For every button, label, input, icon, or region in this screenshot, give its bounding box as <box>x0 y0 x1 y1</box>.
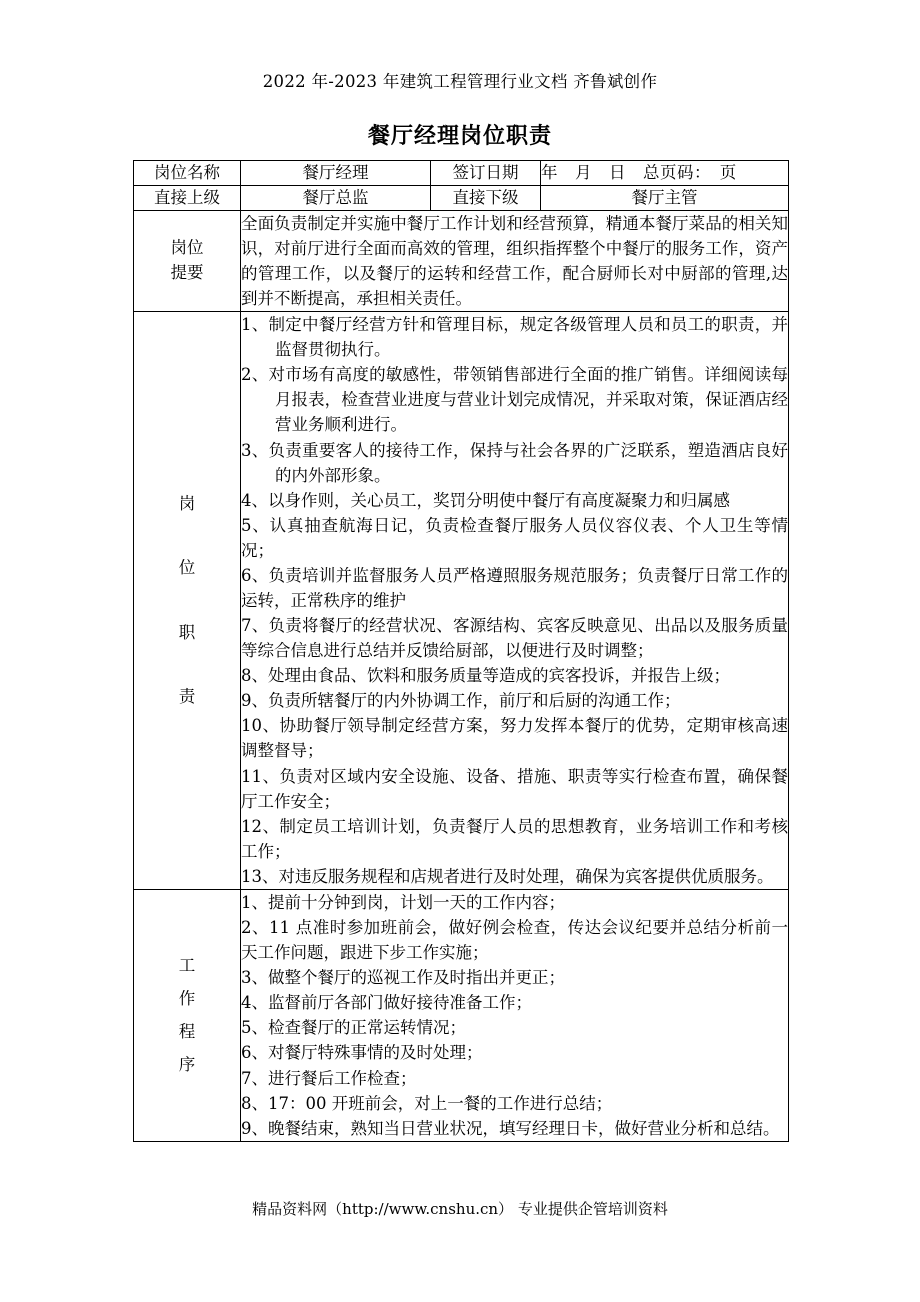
job-duty-item: 3、负责重要客人的接待工作，保持与社会各界的广泛联系，塑造酒店良好的内外部形象。 <box>241 440 788 485</box>
job-duties-label <box>134 312 241 890</box>
work-procedure-item: 8、17：00 开班前会，对上一餐的工作进行总结； <box>241 1093 613 1113</box>
job-summary-paragraph: 全面负责制定并实施中餐厅工作计划和经营预算，精通本餐厅菜品的相关知识，对前厅进行全面而高效的管理，组织指挥整个中餐厅的服务工作，资产的管理工作，以及餐厅的运转和经营工作，配合厨师长对中厨部的管理,达到并不断提高，承担相关责任。 <box>241 213 788 309</box>
work-procedure-item: 7、进行餐后工作检查； <box>241 1068 417 1088</box>
work-procedure-item: 2、11 点准时参加班前会，做好例会检查，传达会议纪要并总结分析前一天工作问题，跟进下步工作实施； <box>241 918 788 963</box>
work-procedure-label-char: 程 <box>178 1022 196 1042</box>
job-summary-label-line1: 岗位 <box>170 238 204 258</box>
table-row <box>134 185 789 210</box>
direct-subordinate-label: 直接下级 <box>431 185 541 210</box>
position-name-label: 岗位名称 <box>134 161 241 186</box>
job-duties-label-char: 岗 <box>178 493 196 513</box>
sign-date-value: 年 月 日 总页码： 页 <box>541 161 789 186</box>
page-title: 餐厅经理岗位职责 <box>367 124 552 149</box>
job-duties-label-char: 责 <box>178 686 196 706</box>
job-duty-item: 9、负责所辖餐厅的内外协调工作，前厅和后厨的沟通工作； <box>241 691 681 711</box>
direct-superior-label: 直接上级 <box>134 185 241 210</box>
job-duties-list <box>241 312 789 890</box>
work-procedure-list <box>241 889 789 1141</box>
job-duties-label-char: 职 <box>178 622 196 642</box>
position-name-value: 餐厅经理 <box>241 161 431 186</box>
job-duties-label-char: 位 <box>178 558 196 578</box>
work-procedure-item: 4、监督前厅各部门做好接待准备工作； <box>241 993 532 1013</box>
page-footer-text: 精品资料网（http://www.cnshu.cn） 专业提供企管培训资料 <box>252 1200 668 1218</box>
table-row <box>134 210 789 311</box>
sign-date-label: 签订日期 <box>431 161 541 186</box>
work-procedure-item: 3、做整个餐厅的巡视工作及时指出并更正； <box>241 968 565 988</box>
job-duty-item: 5、认真抽查航海日记，负责检查餐厅服务人员仪容仪表、个人卫生等情况； <box>241 515 788 560</box>
table-row <box>134 312 789 890</box>
work-procedure-label-char: 作 <box>178 989 196 1009</box>
work-procedure-item: 1、提前十分钟到岗，计划一天的工作内容； <box>241 892 565 912</box>
work-procedure-item: 9、晚餐结束，熟知当日营业状况，填写经理日卡，做好营业分析和总结。 <box>241 1118 780 1138</box>
job-duty-item: 7、负责将餐厅的经营状况、客源结构、宾客反映意见、出品以及服务质量等综合信息进行总结并反馈给厨部，以便进行及时调整； <box>241 616 788 661</box>
job-duty-item: 8、处理由食品、饮料和服务质量等造成的宾客投诉，并报告上级； <box>241 666 730 686</box>
direct-subordinate-value: 餐厅主管 <box>541 185 789 210</box>
job-duty-item: 11、负责对区域内安全设施、设备、措施、职责等实行检查布置，确保餐厅工作安全； <box>241 766 788 811</box>
job-description-table <box>133 160 789 1142</box>
job-duty-item: 10、协助餐厅领导制定经营方案，努力发挥本餐厅的优势，定期审核高速调整督导； <box>241 716 788 761</box>
job-duty-item: 13、对违反服务规程和店规者进行及时处理，确保为宾客提供优质服务。 <box>241 866 774 886</box>
direct-superior-value: 餐厅总监 <box>241 185 431 210</box>
job-summary-text <box>241 210 789 311</box>
job-duty-item: 4、以身作则，关心员工，奖罚分明使中餐厅有高度凝聚力和归属感 <box>241 490 730 510</box>
job-duty-item: 6、负责培训并监督服务人员严格遵照服务规范服务；负责餐厅日常工作的运转，正常秩序的维护 <box>241 565 788 611</box>
job-duty-item: 1、制定中餐厅经营方针和管理目标，规定各级管理人员和员工的职责，并监督贯彻执行。 <box>241 315 788 360</box>
job-duty-item: 2、对市场有高度的敏感性，带领销售部进行全面的推广销售。详细阅读每月报表，检查营业进度与营业计划完成情况，并采取对策，保证酒店经营业务顺利进行。 <box>241 365 788 435</box>
work-procedure-item: 6、对餐厅特殊事情的及时处理； <box>241 1043 483 1063</box>
job-summary-label <box>134 210 241 311</box>
page-header-text: 2022 年-2023 年建筑工程管理行业文档 齐鲁斌创作 <box>262 72 658 91</box>
table-row <box>134 161 789 186</box>
work-procedure-label <box>134 889 241 1141</box>
table-row <box>134 889 789 1141</box>
work-procedure-item: 5、检查餐厅的正常运转情况； <box>241 1018 466 1038</box>
job-duty-item: 12、制定员工培训计划，负责餐厅人员的思想教育，业务培训工作和考核工作； <box>241 816 788 861</box>
job-summary-label-line2: 提要 <box>170 263 204 282</box>
work-procedure-label-char: 工 <box>178 956 196 976</box>
work-procedure-label-char: 序 <box>178 1055 196 1075</box>
